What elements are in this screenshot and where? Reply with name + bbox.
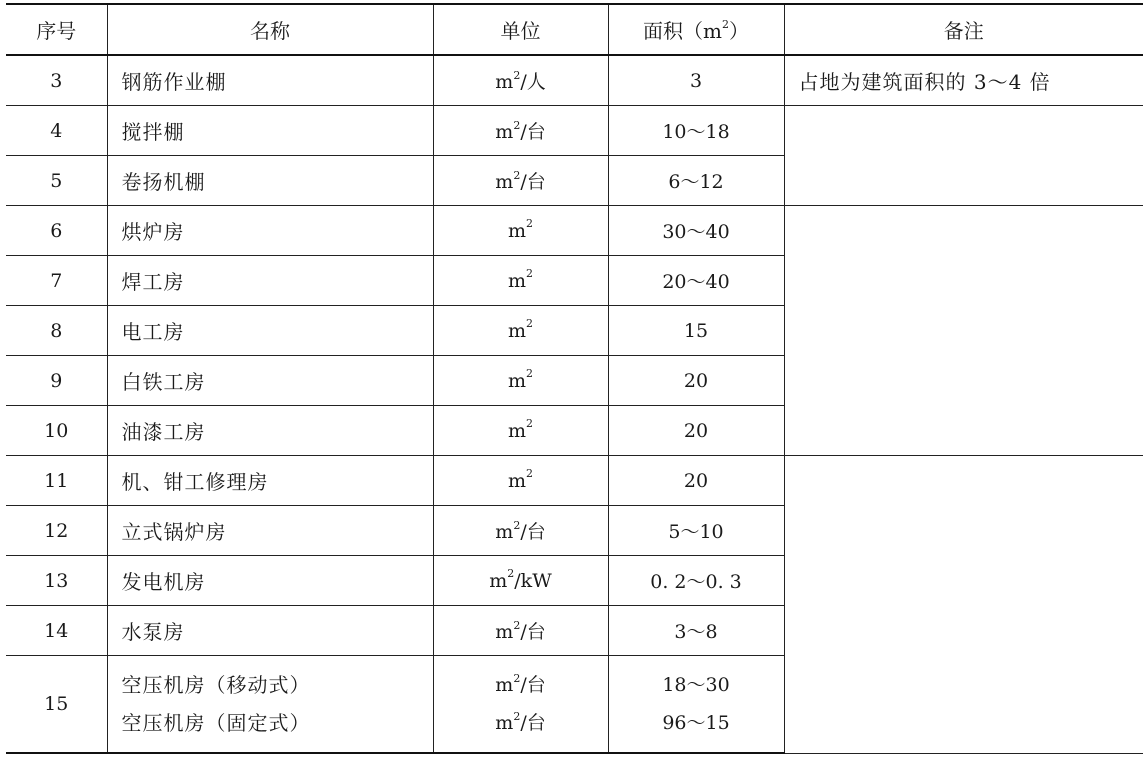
row-area: 20 bbox=[608, 406, 784, 456]
row-name-line: 空压机房（移动式） bbox=[121, 673, 311, 697]
row-num: 7 bbox=[6, 256, 107, 306]
row-unit bbox=[433, 106, 608, 156]
row-name bbox=[107, 656, 433, 754]
unit-sup: 2 bbox=[513, 168, 521, 182]
row-area: 10～18 bbox=[608, 106, 784, 156]
row-unit bbox=[433, 256, 608, 306]
unit-base: m bbox=[495, 712, 514, 734]
header-name: 名称 bbox=[107, 4, 433, 55]
unit-base: m bbox=[495, 171, 514, 193]
unit-base: m bbox=[495, 521, 514, 543]
row-unit bbox=[433, 406, 608, 456]
row-name: 水泵房 bbox=[107, 606, 433, 656]
unit-sup: 2 bbox=[513, 68, 521, 82]
row-unit bbox=[433, 456, 608, 506]
row-area: 3 bbox=[608, 55, 784, 106]
row-num: 4 bbox=[6, 106, 107, 156]
row-unit bbox=[433, 356, 608, 406]
row-area: 20 bbox=[608, 356, 784, 406]
unit-sup: 2 bbox=[526, 467, 534, 481]
header-area-prefix: 面积（m bbox=[643, 19, 722, 43]
unit-base: m bbox=[495, 121, 514, 143]
row-unit bbox=[433, 206, 608, 256]
row-name: 机、钳工修理房 bbox=[107, 456, 433, 506]
unit-base: m bbox=[507, 319, 527, 342]
row-num: 12 bbox=[6, 506, 107, 556]
row-unit-line bbox=[434, 704, 608, 742]
row-num: 11 bbox=[6, 456, 107, 506]
unit-base: m bbox=[495, 71, 514, 93]
unit-sup: 2 bbox=[526, 267, 534, 281]
unit-base: m bbox=[495, 674, 514, 696]
unit-base: m bbox=[507, 369, 527, 392]
row-name: 油漆工房 bbox=[107, 406, 433, 456]
table-row bbox=[6, 55, 1143, 106]
row-num: 9 bbox=[6, 356, 107, 406]
row-remark: 占地为建筑面积的 3～4 倍 bbox=[784, 55, 1143, 106]
row-remark-empty bbox=[784, 206, 1143, 456]
table-row bbox=[6, 106, 1143, 156]
unit-sup: 2 bbox=[513, 618, 521, 632]
row-num: 8 bbox=[6, 306, 107, 356]
unit-base: m bbox=[507, 219, 527, 242]
unit-sup: 2 bbox=[513, 118, 521, 132]
row-name-line: 空压机房（固定式） bbox=[121, 711, 311, 735]
row-area-line: 96～15 bbox=[662, 712, 730, 734]
unit-base: m bbox=[507, 269, 527, 292]
row-area: 5～10 bbox=[608, 506, 784, 556]
row-unit bbox=[433, 506, 608, 556]
unit-suffix: /台 bbox=[520, 171, 546, 193]
row-unit bbox=[433, 556, 608, 606]
row-name: 立式锅炉房 bbox=[107, 506, 433, 556]
row-area: 20 bbox=[608, 456, 784, 506]
unit-sup: 2 bbox=[507, 567, 515, 581]
unit-base: m bbox=[507, 469, 527, 492]
unit-sup: 2 bbox=[513, 709, 521, 723]
row-remark-empty bbox=[784, 456, 1143, 754]
unit-base: m bbox=[489, 569, 508, 592]
row-name: 烘炉房 bbox=[107, 206, 433, 256]
header-remark: 备注 bbox=[784, 4, 1143, 55]
row-num: 10 bbox=[6, 406, 107, 456]
table-header-row bbox=[6, 4, 1143, 55]
row-unit bbox=[433, 306, 608, 356]
header-num: 序号 bbox=[6, 4, 107, 55]
row-name: 电工房 bbox=[107, 306, 433, 356]
row-num: 13 bbox=[6, 556, 107, 606]
unit-suffix: /台 bbox=[520, 521, 546, 543]
row-area: 3～8 bbox=[608, 606, 784, 656]
unit-suffix: /台 bbox=[520, 621, 546, 643]
unit-sup: 2 bbox=[526, 317, 534, 331]
header-area-sup: 2 bbox=[721, 18, 729, 32]
unit-sup: 2 bbox=[526, 417, 534, 431]
row-area: 20～40 bbox=[608, 256, 784, 306]
row-area: 15 bbox=[608, 306, 784, 356]
row-unit bbox=[433, 55, 608, 106]
header-area-suffix: ） bbox=[728, 19, 749, 43]
row-num: 5 bbox=[6, 156, 107, 206]
row-num: 3 bbox=[6, 55, 107, 106]
table-row bbox=[6, 456, 1143, 506]
unit-sup: 2 bbox=[526, 367, 534, 381]
header-area bbox=[608, 4, 784, 55]
row-unit bbox=[433, 156, 608, 206]
row-name: 白铁工房 bbox=[107, 356, 433, 406]
row-num: 14 bbox=[6, 606, 107, 656]
row-area: 6～12 bbox=[608, 156, 784, 206]
unit-sup: 2 bbox=[526, 217, 534, 231]
row-unit bbox=[433, 606, 608, 656]
unit-suffix: /人 bbox=[520, 71, 546, 93]
unit-suffix: /台 bbox=[520, 712, 546, 734]
row-name: 焊工房 bbox=[107, 256, 433, 306]
facility-area-table bbox=[6, 3, 1143, 754]
row-area bbox=[608, 656, 784, 754]
row-name: 搅拌棚 bbox=[107, 106, 433, 156]
header-unit: 单位 bbox=[433, 4, 608, 55]
row-unit-line bbox=[434, 666, 608, 704]
row-unit bbox=[433, 656, 608, 754]
unit-suffix: /kW bbox=[514, 569, 552, 592]
unit-suffix: /台 bbox=[520, 674, 546, 696]
unit-sup: 2 bbox=[513, 671, 521, 685]
row-name: 钢筋作业棚 bbox=[107, 55, 433, 106]
table-row bbox=[6, 206, 1143, 256]
row-area: 30～40 bbox=[608, 206, 784, 256]
row-num: 15 bbox=[6, 656, 107, 754]
row-num: 6 bbox=[6, 206, 107, 256]
unit-base: m bbox=[495, 621, 514, 643]
unit-sup: 2 bbox=[513, 518, 521, 532]
unit-suffix: /台 bbox=[520, 121, 546, 143]
unit-base: m bbox=[507, 419, 527, 442]
row-name: 卷扬机棚 bbox=[107, 156, 433, 206]
row-remark-empty bbox=[784, 106, 1143, 206]
row-area: 0. 2～0. 3 bbox=[608, 556, 784, 606]
row-name: 发电机房 bbox=[107, 556, 433, 606]
row-area-line: 18～30 bbox=[662, 674, 730, 696]
